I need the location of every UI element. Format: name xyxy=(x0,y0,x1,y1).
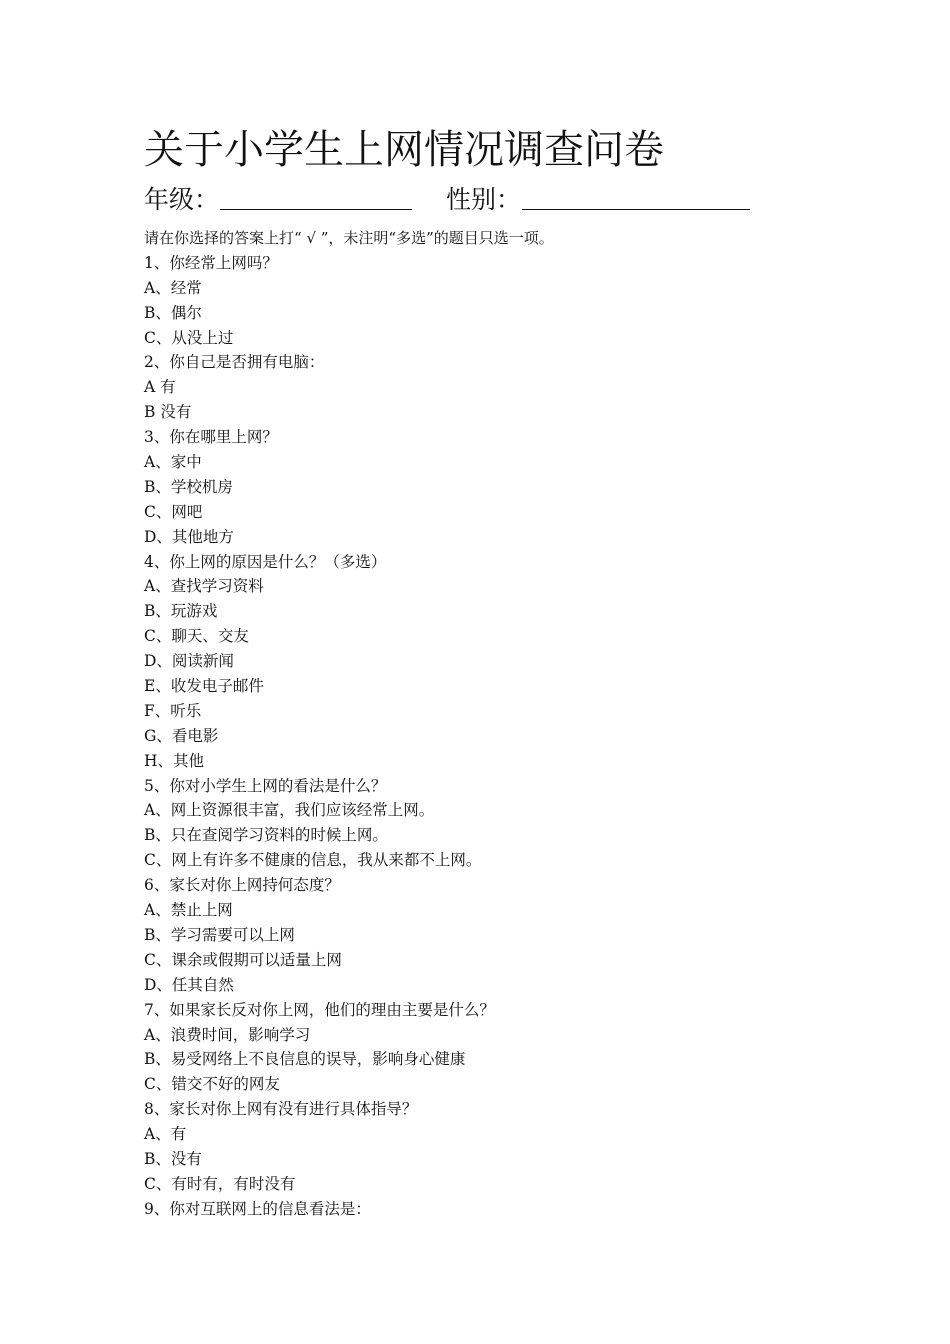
question-text: 5、你对小学生上网的看法是什么？ xyxy=(144,776,387,795)
option-text: A、网上资源很丰富，我们应该经常上网。 xyxy=(144,801,435,820)
option-text: A、有 xyxy=(144,1125,187,1144)
question-text: 6、家长对你上网持何态度？ xyxy=(144,876,340,895)
option-text: A、经常 xyxy=(144,278,202,297)
question-text: 9、你对互联网上的信息看法是： xyxy=(144,1199,371,1218)
option-text: B 没有 xyxy=(144,403,192,422)
question-text: 4、你上网的原因是什么？（多选） xyxy=(144,552,387,571)
option-text: G、看电影 xyxy=(144,726,219,745)
grade-blank-line xyxy=(220,209,412,210)
option-text: B、学习需要可以上网 xyxy=(144,925,295,944)
option-text: H、其他 xyxy=(144,751,205,770)
gender-blank-line xyxy=(522,209,750,210)
document-title: 关于小学生上网情况调查问卷 xyxy=(144,127,664,173)
option-text: B、学校机房 xyxy=(144,477,233,496)
option-text: A、查找学习资料 xyxy=(144,577,264,596)
question-text: 7、如果家长反对你上网，他们的理由主要是什么？ xyxy=(144,1000,495,1019)
option-text: C、网吧 xyxy=(144,502,203,521)
option-text: F、听乐 xyxy=(144,701,202,720)
question-list xyxy=(144,226,844,1222)
option-text: D、其他地方 xyxy=(144,527,234,546)
option-text: B、玩游戏 xyxy=(144,602,218,621)
option-text: B、没有 xyxy=(144,1149,202,1168)
option-text: C、从没上过 xyxy=(144,328,234,347)
option-text: A 有 xyxy=(144,378,176,397)
option-text: D、任其自然 xyxy=(144,975,234,994)
option-text: A、家中 xyxy=(144,453,202,472)
instruction-text: 请在你选择的答案上打“ √ ”，未注明“多选”的题目只选一项。 xyxy=(144,229,554,247)
option-text: C、错交不好的网友 xyxy=(144,1075,280,1094)
option-text: A、浪费时间，影响学习 xyxy=(144,1025,311,1044)
option-text: B、只在查阅学习资料的时候上网。 xyxy=(144,826,388,845)
gender-label: 性别： xyxy=(446,185,522,214)
option-text: A、禁止上网 xyxy=(144,901,233,920)
option-text: C、网上有许多不健康的信息，我从来都不上网。 xyxy=(144,851,482,870)
option-text: B、易受网络上不良信息的误导，影响身心健康 xyxy=(144,1050,466,1069)
question-text: 1、你经常上网吗？ xyxy=(144,253,278,272)
question-text: 2、你自己是否拥有电脑： xyxy=(144,353,325,372)
option-text: D、阅读新闻 xyxy=(144,652,234,671)
option-text: E、收发电子邮件 xyxy=(144,677,264,696)
question-text: 3、你在哪里上网？ xyxy=(144,428,278,447)
option-text: C、聊天、交友 xyxy=(144,627,249,646)
option-text: C、课余或假期可以适量上网 xyxy=(144,950,342,969)
option-text: C、有时有，有时没有 xyxy=(144,1174,296,1193)
option-text: B、偶尔 xyxy=(144,303,202,322)
question-text: 8、家长对你上网有没有进行具体指导？ xyxy=(144,1100,418,1119)
grade-label: 年级： xyxy=(144,185,220,214)
